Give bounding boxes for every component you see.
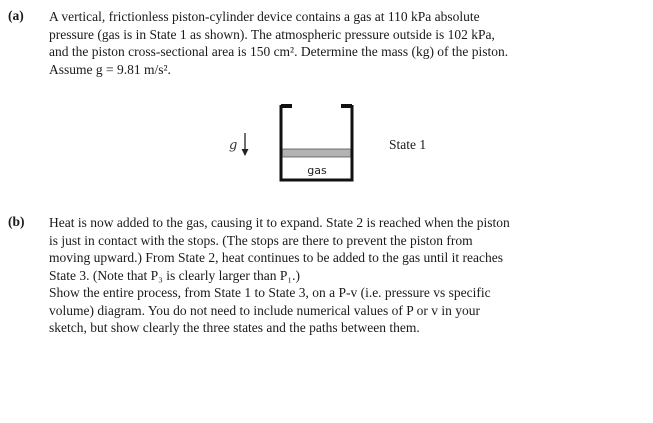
part-a-line: A vertical, frictionless piston-cylinder device contains a gas at 110 kPa absolute: [49, 9, 480, 24]
part-b-line: Show the entire process, from State 1 to State 3, on a P-v (i.e. pressure vs specific: [49, 285, 491, 300]
state-1-label: State 1: [389, 137, 427, 152]
part-b-line: is just in contact with the stops. (The stops are there to prevent the piston from: [49, 232, 473, 248]
part-a-text: [49, 8, 508, 78]
gravity-arrow-head: [242, 149, 249, 156]
right-stop: [341, 104, 352, 108]
part-a-line: pressure (gas is in State 1 as shown). The atmospheric pressure outside is 102 kPa,: [49, 26, 495, 42]
gas-label: gas: [307, 164, 327, 177]
piston: [283, 149, 351, 157]
part-b-text: [49, 214, 510, 337]
part-b-line: moving upward.) From State 2, heat continues to be added to the gas until it reaches: [49, 250, 504, 265]
part-b-line: State 3. (Note that P₃ is clearly larger than P₁.): [49, 267, 300, 283]
part-b-line: sketch, but show clearly the three states and the paths between them.: [49, 320, 420, 335]
part-b-label: (b): [8, 214, 25, 229]
part-a-line: Assume g = 9.81 m/s².: [49, 61, 171, 77]
part-b-line: Heat is now added to the gas, causing it to expand. State 2 is reached when the piston: [49, 215, 510, 230]
part-a-line: and the piston cross-sectional area is 150 cm². Determine the mass (kg) of the piston.: [49, 44, 509, 59]
left-stop: [281, 104, 292, 108]
gravity-symbol: g: [229, 138, 238, 153]
part-a-label: (a): [8, 8, 24, 23]
part-b-line: volume) diagram. You do not need to include numerical values of P or v in your: [49, 302, 481, 318]
